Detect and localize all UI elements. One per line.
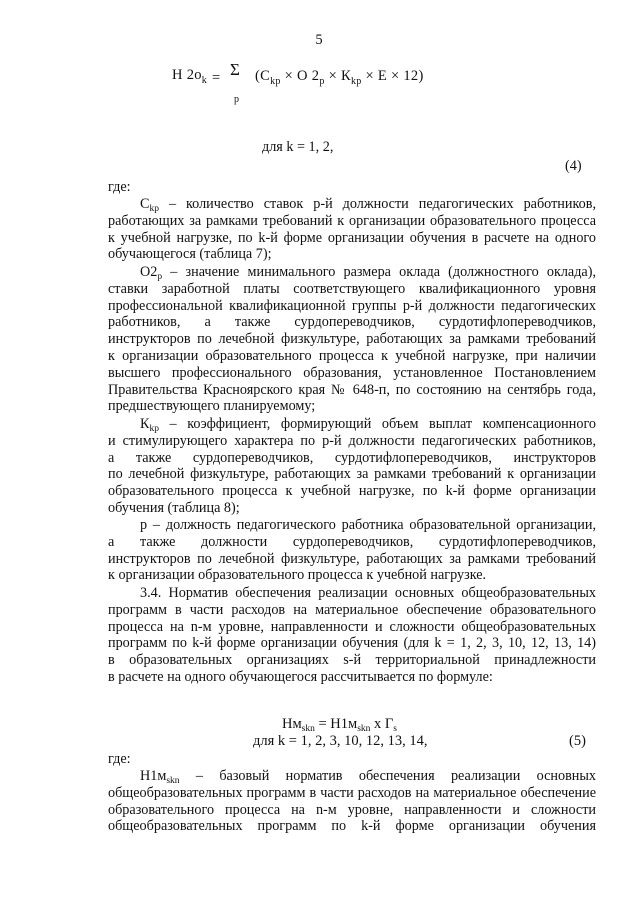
definition-c-symbol: С xyxy=(140,196,150,212)
formula-5-mid: = Н1м xyxy=(314,716,358,732)
definition-o2-line: инструкторов по лечебной физкультуре, работающих за рамками требований xyxy=(108,331,596,348)
definition-p-line: инструкторов по лечебной физкультуре, работающих за рамками требований xyxy=(108,550,596,567)
definition-o2-symbol-sub: р xyxy=(157,272,163,282)
formula-4-body xyxy=(255,68,424,90)
formula-5-number: (5) xyxy=(569,733,586,749)
formula-5-condition: для k = 1, 2, 3, 10, 12, 13, 14, xyxy=(253,733,428,749)
formula-4-k: × К xyxy=(328,68,351,84)
definition-p-line: а также должности сурдопереводчиков, сурдотифлопереводчиков, xyxy=(108,533,596,550)
definition-h1m-line: образовательного процесса на n-м уровне, направленности и сложности xyxy=(108,801,596,818)
formula-4-lhs-sub: k xyxy=(201,75,208,86)
formula-4-o2: × О 2 xyxy=(284,68,320,84)
formula-4-tail: × Е × 12) xyxy=(365,68,424,84)
formula-4-c: (С xyxy=(255,68,271,84)
definition-k-line xyxy=(108,416,596,433)
formula-4-lhs-main: Н 2о xyxy=(172,67,202,83)
formula-4-condition: для k = 1, 2, xyxy=(262,139,334,155)
definition-k-line: образовательного процесса к учебной нагрузке, по k-й форме организации xyxy=(108,483,596,500)
definition-o2-line-text: – значение минимального размера оклада (должностного оклада), xyxy=(162,264,596,280)
formula-5-lhs-sub: skn xyxy=(301,724,315,734)
definition-o2-line: профессиональной квалификационной группы р-й должности педагогических xyxy=(108,297,596,314)
definition-k xyxy=(108,416,596,517)
formula-4-eq: = xyxy=(212,70,221,86)
definition-p-line: к организации образовательного процесса к учебной нагрузке. xyxy=(108,567,487,584)
definition-h1m-line xyxy=(108,768,596,785)
definition-k-line: обучения (таблица 8); xyxy=(108,499,240,516)
definition-h1m-line: общеобразовательных программ в части расходов на материальное обеспечение xyxy=(108,784,596,801)
formula-5-main xyxy=(282,716,397,732)
section-3-4-line: программ по k-й форме организации обучения (для k = 1, 2, 3, 10, 12, 13, 14) xyxy=(108,635,596,652)
definition-o2-symbol: О2 xyxy=(140,264,158,280)
formula-4-sigma-sub: р xyxy=(234,94,239,105)
definition-k-line: а также сурдопереводчиков, сурдотифлопереводчиков, инструкторов xyxy=(108,449,596,466)
definition-c-line-text: – количество ставок р-й должности педагогических работников, xyxy=(158,196,596,212)
definition-c-line xyxy=(108,196,596,213)
definition-h1m-line: общеобразовательных программ по k-й форме организации обучения xyxy=(108,818,596,835)
definition-o2 xyxy=(108,264,596,415)
definition-o2-line: высшего профессионального образования, установленное Постановлением xyxy=(108,364,596,381)
definition-o2-line: ставки заработной платы соответствующего квалификационного уровня xyxy=(108,280,596,297)
where-label-1: где: xyxy=(108,179,131,195)
definition-p xyxy=(108,517,596,584)
page-number: 5 xyxy=(315,32,323,48)
definition-h1m xyxy=(108,768,596,835)
definition-c-line: работающих за рамками требований к организации образовательного процесса xyxy=(108,212,596,229)
formula-4-number: (4) xyxy=(565,158,582,174)
definition-c-line: обучающегося (таблица 7); xyxy=(108,246,272,263)
definition-h1m-line-text: – базовый норматив обеспечения реализации основных xyxy=(179,768,596,784)
definition-h1m-symbol-sub: skn xyxy=(166,776,180,786)
formula-5-tail-sub: s xyxy=(393,724,397,734)
formula-5-tail: х Г xyxy=(370,716,394,732)
definition-h1m-symbol: Н1м xyxy=(140,768,167,784)
section-3-4 xyxy=(108,585,596,686)
definition-p-line: р – должность педагогического работника образовательной организации, xyxy=(140,517,596,533)
definition-o2-line: работников, а также сурдопереводчиков, сурдотифлопереводчиков, xyxy=(108,314,596,331)
definition-c xyxy=(108,196,596,263)
definition-o2-line: к организации образовательного процесса к учебной нагрузке, при наличии xyxy=(108,347,596,364)
definition-o2-line: Правительства Красноярского края № 648-п, по состоянию на сентябрь года, xyxy=(108,381,596,398)
definition-k-symbol: К xyxy=(140,416,150,432)
definition-k-line: и стимулирующего характера по р-й должности педагогических работников, xyxy=(108,432,596,449)
section-3-4-line: 3.4. Норматив обеспечения реализации основных общеобразовательных xyxy=(140,585,596,601)
definition-o2-line: предшествующего планируемому; xyxy=(108,398,316,415)
section-3-4-line: в расчете на одного обучающегося рассчитывается по формуле: xyxy=(108,668,493,685)
section-3-4-line: процесса на n-м уровне, направленности и сложности общеобразовательных xyxy=(108,618,596,635)
formula-4-k-sub: kр xyxy=(350,76,362,87)
section-3-4-line: в образовательных организациях s-й территориальной принадлежности xyxy=(108,652,596,669)
definition-k-line-text: – коэффициент, формирующий объем выплат компенсационного xyxy=(158,416,596,432)
section-3-4-line: программ в части расходов на материальное обеспечение образовательного xyxy=(108,601,596,618)
where-label-2: где: xyxy=(108,751,131,767)
definition-o2-line xyxy=(108,264,596,281)
formula-5-lhs: Нм xyxy=(282,716,302,732)
formula-4-sigma: Σ xyxy=(230,60,240,79)
formula-4-o2-sub: р xyxy=(319,76,325,87)
definition-c-symbol-sub: kр xyxy=(149,204,159,214)
formula-4-lhs xyxy=(172,67,207,89)
definition-k-symbol-sub: kр xyxy=(149,424,159,434)
definition-k-line: по лечебной физкультуре, работающих за рамками требований к организации xyxy=(108,466,596,483)
definition-c-line: к учебной нагрузке, по k-й форме организации обучения в расчете на одного xyxy=(108,229,596,246)
formula-4-c-sub: kр xyxy=(270,76,281,87)
formula-5-mid-sub: skn xyxy=(357,724,371,734)
